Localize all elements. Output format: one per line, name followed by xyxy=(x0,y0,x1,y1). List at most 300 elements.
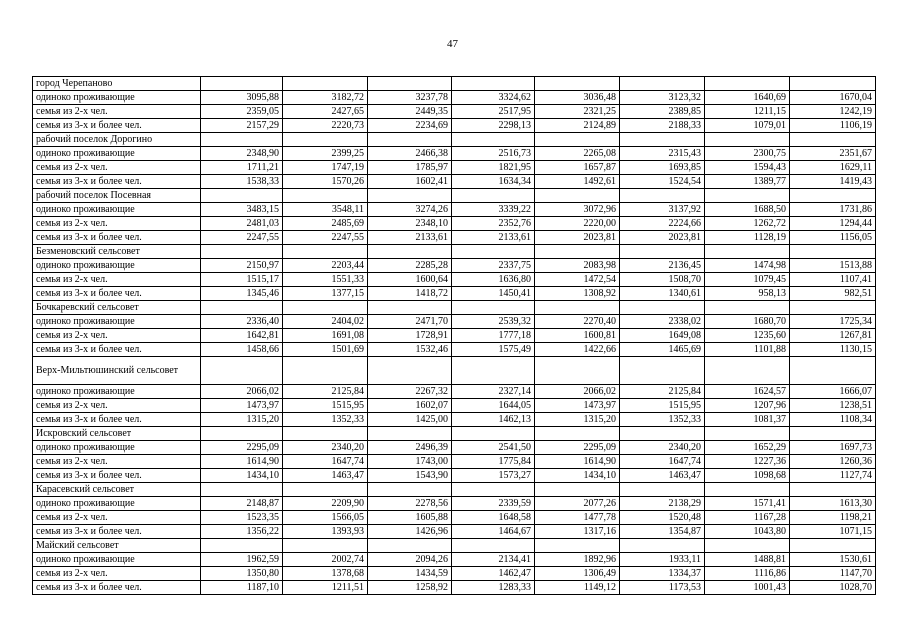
empty-cell xyxy=(620,77,705,91)
row-label: семья из 3-х и более чел. xyxy=(33,525,201,539)
tariff-table xyxy=(32,76,876,595)
value-cell: 1352,33 xyxy=(620,413,705,427)
row-label: семья из 3-х и более чел. xyxy=(33,231,201,245)
value-cell: 1389,77 xyxy=(705,175,790,189)
value-cell: 1711,21 xyxy=(201,161,283,175)
value-cell: 2265,08 xyxy=(535,147,620,161)
value-cell: 2203,44 xyxy=(283,259,368,273)
value-cell: 2427,65 xyxy=(283,105,368,119)
value-cell: 2188,33 xyxy=(620,119,705,133)
empty-cell xyxy=(283,77,368,91)
value-cell: 1691,08 xyxy=(283,329,368,343)
group-name: Верх-Мильтюшинский сельсовет xyxy=(33,357,201,385)
value-cell: 2481,03 xyxy=(201,217,283,231)
value-cell: 1147,70 xyxy=(790,567,876,581)
group-header-row xyxy=(33,427,876,441)
value-cell: 2359,05 xyxy=(201,105,283,119)
value-cell: 1640,69 xyxy=(705,91,790,105)
value-cell: 1513,88 xyxy=(790,259,876,273)
value-cell: 1647,74 xyxy=(620,455,705,469)
value-cell: 1116,86 xyxy=(705,567,790,581)
row-label: одиноко проживающие xyxy=(33,385,201,399)
value-cell: 1317,16 xyxy=(535,525,620,539)
value-cell: 1731,86 xyxy=(790,203,876,217)
table-row xyxy=(33,203,876,217)
value-cell: 2466,38 xyxy=(368,147,452,161)
empty-cell xyxy=(790,357,876,385)
value-cell: 2327,14 xyxy=(452,385,535,399)
value-cell: 3095,88 xyxy=(201,91,283,105)
table-row xyxy=(33,497,876,511)
value-cell: 2247,55 xyxy=(283,231,368,245)
group-name: рабочий поселок Дорогино xyxy=(33,133,201,147)
group-header-row xyxy=(33,189,876,203)
value-cell: 2270,40 xyxy=(535,315,620,329)
value-cell: 1315,20 xyxy=(535,413,620,427)
row-label: одиноко проживающие xyxy=(33,147,201,161)
row-label: семья из 2-х чел. xyxy=(33,399,201,413)
group-name: Карасевский сельсовет xyxy=(33,483,201,497)
table-row xyxy=(33,259,876,273)
value-cell: 1187,10 xyxy=(201,581,283,595)
table-row xyxy=(33,581,876,595)
value-cell: 1306,49 xyxy=(535,567,620,581)
value-cell: 1530,61 xyxy=(790,553,876,567)
value-cell: 2351,67 xyxy=(790,147,876,161)
value-cell: 1294,44 xyxy=(790,217,876,231)
value-cell: 3548,11 xyxy=(283,203,368,217)
group-header-row xyxy=(33,133,876,147)
empty-cell xyxy=(705,245,790,259)
value-cell: 1315,20 xyxy=(201,413,283,427)
row-label: семья из 2-х чел. xyxy=(33,567,201,581)
value-cell: 1477,78 xyxy=(535,511,620,525)
value-cell: 1473,97 xyxy=(535,399,620,413)
value-cell: 1425,00 xyxy=(368,413,452,427)
empty-cell xyxy=(368,77,452,91)
empty-cell xyxy=(620,245,705,259)
value-cell: 1345,46 xyxy=(201,287,283,301)
empty-cell xyxy=(452,245,535,259)
value-cell: 1128,19 xyxy=(705,231,790,245)
value-cell: 1422,66 xyxy=(535,343,620,357)
table-row xyxy=(33,399,876,413)
empty-cell xyxy=(201,427,283,441)
empty-cell xyxy=(620,357,705,385)
value-cell: 1566,05 xyxy=(283,511,368,525)
value-cell: 3339,22 xyxy=(452,203,535,217)
page-number: 47 xyxy=(447,38,458,50)
value-cell: 2023,81 xyxy=(535,231,620,245)
value-cell: 2315,43 xyxy=(620,147,705,161)
value-cell: 1071,15 xyxy=(790,525,876,539)
value-cell: 2539,32 xyxy=(452,315,535,329)
row-label: семья из 3-х и более чел. xyxy=(33,175,201,189)
value-cell: 1575,49 xyxy=(452,343,535,357)
row-label: семья из 2-х чел. xyxy=(33,161,201,175)
empty-cell xyxy=(452,357,535,385)
value-cell: 2300,75 xyxy=(705,147,790,161)
value-cell: 1962,59 xyxy=(201,553,283,567)
value-cell: 3137,92 xyxy=(620,203,705,217)
table-body xyxy=(33,77,876,595)
row-label: семья из 3-х и более чел. xyxy=(33,581,201,595)
value-cell: 1354,87 xyxy=(620,525,705,539)
empty-cell xyxy=(705,133,790,147)
row-label: одиноко проживающие xyxy=(33,497,201,511)
empty-cell xyxy=(790,189,876,203)
value-cell: 1693,85 xyxy=(620,161,705,175)
value-cell: 1028,70 xyxy=(790,581,876,595)
value-cell: 2404,02 xyxy=(283,315,368,329)
empty-cell xyxy=(368,483,452,497)
empty-cell xyxy=(201,245,283,259)
value-cell: 1636,80 xyxy=(452,273,535,287)
value-cell: 1130,15 xyxy=(790,343,876,357)
table-row xyxy=(33,119,876,133)
empty-cell xyxy=(535,357,620,385)
value-cell: 1473,97 xyxy=(201,399,283,413)
table-row xyxy=(33,413,876,427)
value-cell: 1262,72 xyxy=(705,217,790,231)
value-cell: 2002,74 xyxy=(283,553,368,567)
value-cell: 2278,56 xyxy=(368,497,452,511)
value-cell: 1167,28 xyxy=(705,511,790,525)
empty-cell xyxy=(368,133,452,147)
value-cell: 2023,81 xyxy=(620,231,705,245)
value-cell: 1777,18 xyxy=(452,329,535,343)
empty-cell xyxy=(283,483,368,497)
row-label: семья из 3-х и более чел. xyxy=(33,469,201,483)
value-cell: 2133,61 xyxy=(452,231,535,245)
empty-cell xyxy=(705,77,790,91)
value-cell: 2094,26 xyxy=(368,553,452,567)
value-cell: 1515,17 xyxy=(201,273,283,287)
empty-cell xyxy=(283,189,368,203)
value-cell: 2399,25 xyxy=(283,147,368,161)
value-cell: 3483,15 xyxy=(201,203,283,217)
table-row xyxy=(33,343,876,357)
value-cell: 1614,90 xyxy=(201,455,283,469)
group-name: Искровский сельсовет xyxy=(33,427,201,441)
value-cell: 2321,25 xyxy=(535,105,620,119)
value-cell: 2267,32 xyxy=(368,385,452,399)
value-cell: 1474,98 xyxy=(705,259,790,273)
value-cell: 1515,95 xyxy=(283,399,368,413)
value-cell: 1260,36 xyxy=(790,455,876,469)
empty-cell xyxy=(705,427,790,441)
empty-cell xyxy=(283,357,368,385)
empty-cell xyxy=(705,483,790,497)
empty-cell xyxy=(201,301,283,315)
value-cell: 1238,51 xyxy=(790,399,876,413)
value-cell: 1600,64 xyxy=(368,273,452,287)
empty-cell xyxy=(452,189,535,203)
value-cell: 1492,61 xyxy=(535,175,620,189)
value-cell: 1463,47 xyxy=(620,469,705,483)
empty-cell xyxy=(620,189,705,203)
value-cell: 1728,91 xyxy=(368,329,452,343)
value-cell: 1462,47 xyxy=(452,567,535,581)
value-cell: 1434,10 xyxy=(201,469,283,483)
value-cell: 3182,72 xyxy=(283,91,368,105)
empty-cell xyxy=(452,133,535,147)
group-name: рабочий поселок Посевная xyxy=(33,189,201,203)
value-cell: 2247,55 xyxy=(201,231,283,245)
value-cell: 1356,22 xyxy=(201,525,283,539)
value-cell: 2077,26 xyxy=(535,497,620,511)
empty-cell xyxy=(368,301,452,315)
value-cell: 2157,29 xyxy=(201,119,283,133)
value-cell: 1419,43 xyxy=(790,175,876,189)
value-cell: 1743,00 xyxy=(368,455,452,469)
row-label: семья из 2-х чел. xyxy=(33,105,201,119)
row-label: одиноко проживающие xyxy=(33,203,201,217)
group-name: Безменовский сельсовет xyxy=(33,245,201,259)
table-row xyxy=(33,231,876,245)
value-cell: 1079,01 xyxy=(705,119,790,133)
value-cell: 1352,33 xyxy=(283,413,368,427)
value-cell: 2541,50 xyxy=(452,441,535,455)
value-cell: 2125,84 xyxy=(620,385,705,399)
value-cell: 2298,13 xyxy=(452,119,535,133)
value-cell: 2133,61 xyxy=(368,231,452,245)
value-cell: 1211,51 xyxy=(283,581,368,595)
value-cell: 1688,50 xyxy=(705,203,790,217)
value-cell: 1652,29 xyxy=(705,441,790,455)
value-cell: 1464,67 xyxy=(452,525,535,539)
value-cell: 1393,93 xyxy=(283,525,368,539)
value-cell: 1600,81 xyxy=(535,329,620,343)
value-cell: 1570,26 xyxy=(283,175,368,189)
value-cell: 3123,32 xyxy=(620,91,705,105)
empty-cell xyxy=(535,301,620,315)
table-row xyxy=(33,329,876,343)
value-cell: 1426,96 xyxy=(368,525,452,539)
table-row xyxy=(33,105,876,119)
table-row xyxy=(33,385,876,399)
row-label: семья из 3-х и более чел. xyxy=(33,413,201,427)
group-name: Майский сельсовет xyxy=(33,539,201,553)
value-cell: 1198,21 xyxy=(790,511,876,525)
empty-cell xyxy=(201,189,283,203)
empty-cell xyxy=(705,539,790,553)
value-cell: 2066,02 xyxy=(535,385,620,399)
value-cell: 1079,45 xyxy=(705,273,790,287)
value-cell: 1340,61 xyxy=(620,287,705,301)
table-row xyxy=(33,175,876,189)
value-cell: 1308,92 xyxy=(535,287,620,301)
value-cell: 2138,29 xyxy=(620,497,705,511)
empty-cell xyxy=(368,357,452,385)
empty-cell xyxy=(790,133,876,147)
value-cell: 2125,84 xyxy=(283,385,368,399)
value-cell: 1747,19 xyxy=(283,161,368,175)
row-label: одиноко проживающие xyxy=(33,315,201,329)
value-cell: 2348,10 xyxy=(368,217,452,231)
value-cell: 3036,48 xyxy=(535,91,620,105)
value-cell: 1258,92 xyxy=(368,581,452,595)
value-cell: 1642,81 xyxy=(201,329,283,343)
row-label: одиноко проживающие xyxy=(33,553,201,567)
table-row xyxy=(33,287,876,301)
empty-cell xyxy=(790,245,876,259)
value-cell: 1334,37 xyxy=(620,567,705,581)
value-cell: 1378,68 xyxy=(283,567,368,581)
value-cell: 2209,90 xyxy=(283,497,368,511)
value-cell: 1657,87 xyxy=(535,161,620,175)
empty-cell xyxy=(790,427,876,441)
table-row xyxy=(33,161,876,175)
empty-cell xyxy=(283,133,368,147)
empty-cell xyxy=(705,301,790,315)
empty-cell xyxy=(790,77,876,91)
value-cell: 2150,97 xyxy=(201,259,283,273)
value-cell: 1523,35 xyxy=(201,511,283,525)
value-cell: 958,13 xyxy=(705,287,790,301)
empty-cell xyxy=(535,427,620,441)
value-cell: 2066,02 xyxy=(201,385,283,399)
value-cell: 1043,80 xyxy=(705,525,790,539)
value-cell: 1725,34 xyxy=(790,315,876,329)
value-cell: 1551,33 xyxy=(283,273,368,287)
value-cell: 2336,40 xyxy=(201,315,283,329)
value-cell: 2337,75 xyxy=(452,259,535,273)
table-row xyxy=(33,553,876,567)
value-cell: 1571,41 xyxy=(705,497,790,511)
value-cell: 1450,41 xyxy=(452,287,535,301)
empty-cell xyxy=(368,189,452,203)
empty-cell xyxy=(452,77,535,91)
empty-cell xyxy=(368,245,452,259)
empty-cell xyxy=(620,133,705,147)
value-cell: 2339,59 xyxy=(452,497,535,511)
value-cell: 1267,81 xyxy=(790,329,876,343)
group-header-row xyxy=(33,77,876,91)
empty-cell xyxy=(452,483,535,497)
value-cell: 1624,57 xyxy=(705,385,790,399)
value-cell: 1508,70 xyxy=(620,273,705,287)
row-label: семья из 3-х и более чел. xyxy=(33,119,201,133)
empty-cell xyxy=(790,539,876,553)
table-row xyxy=(33,315,876,329)
value-cell: 3274,26 xyxy=(368,203,452,217)
empty-cell xyxy=(201,483,283,497)
value-cell: 2295,09 xyxy=(535,441,620,455)
value-cell: 1892,96 xyxy=(535,553,620,567)
group-header-row xyxy=(33,245,876,259)
table-row xyxy=(33,525,876,539)
value-cell: 2340,20 xyxy=(620,441,705,455)
empty-cell xyxy=(201,539,283,553)
value-cell: 1666,07 xyxy=(790,385,876,399)
value-cell: 1472,54 xyxy=(535,273,620,287)
value-cell: 3324,62 xyxy=(452,91,535,105)
group-header-row xyxy=(33,357,876,385)
empty-cell xyxy=(620,483,705,497)
value-cell: 2224,66 xyxy=(620,217,705,231)
value-cell: 1775,84 xyxy=(452,455,535,469)
value-cell: 1543,90 xyxy=(368,469,452,483)
value-cell: 1488,81 xyxy=(705,553,790,567)
value-cell: 2338,02 xyxy=(620,315,705,329)
value-cell: 2471,70 xyxy=(368,315,452,329)
value-cell: 3072,96 xyxy=(535,203,620,217)
value-cell: 1614,90 xyxy=(535,455,620,469)
value-cell: 2083,98 xyxy=(535,259,620,273)
value-cell: 1207,96 xyxy=(705,399,790,413)
value-cell: 2220,73 xyxy=(283,119,368,133)
empty-cell xyxy=(283,539,368,553)
value-cell: 1613,30 xyxy=(790,497,876,511)
value-cell: 2234,69 xyxy=(368,119,452,133)
value-cell: 1629,11 xyxy=(790,161,876,175)
value-cell: 1594,43 xyxy=(705,161,790,175)
value-cell: 1127,74 xyxy=(790,469,876,483)
value-cell: 2220,00 xyxy=(535,217,620,231)
value-cell: 1350,80 xyxy=(201,567,283,581)
value-cell: 1573,27 xyxy=(452,469,535,483)
value-cell: 2148,87 xyxy=(201,497,283,511)
table-row xyxy=(33,273,876,287)
value-cell: 1538,33 xyxy=(201,175,283,189)
table-row xyxy=(33,455,876,469)
value-cell: 1001,43 xyxy=(705,581,790,595)
empty-cell xyxy=(368,427,452,441)
value-cell: 1933,11 xyxy=(620,553,705,567)
row-label: семья из 3-х и более чел. xyxy=(33,343,201,357)
value-cell: 1670,04 xyxy=(790,91,876,105)
empty-cell xyxy=(368,539,452,553)
table-row xyxy=(33,147,876,161)
value-cell: 1532,46 xyxy=(368,343,452,357)
value-cell: 1605,88 xyxy=(368,511,452,525)
group-header-row xyxy=(33,301,876,315)
value-cell: 2389,85 xyxy=(620,105,705,119)
row-label: одиноко проживающие xyxy=(33,441,201,455)
value-cell: 1458,66 xyxy=(201,343,283,357)
value-cell: 2517,95 xyxy=(452,105,535,119)
group-header-row xyxy=(33,483,876,497)
empty-cell xyxy=(283,301,368,315)
empty-cell xyxy=(201,77,283,91)
table-row xyxy=(33,217,876,231)
group-header-row xyxy=(33,539,876,553)
value-cell: 2136,45 xyxy=(620,259,705,273)
empty-cell xyxy=(790,483,876,497)
value-cell: 1173,53 xyxy=(620,581,705,595)
value-cell: 1602,07 xyxy=(368,399,452,413)
empty-cell xyxy=(201,357,283,385)
value-cell: 2352,76 xyxy=(452,217,535,231)
value-cell: 1680,70 xyxy=(705,315,790,329)
value-cell: 1648,58 xyxy=(452,511,535,525)
value-cell: 1211,15 xyxy=(705,105,790,119)
value-cell: 1106,19 xyxy=(790,119,876,133)
empty-cell xyxy=(535,77,620,91)
value-cell: 2348,90 xyxy=(201,147,283,161)
table-row xyxy=(33,91,876,105)
value-cell: 1821,95 xyxy=(452,161,535,175)
empty-cell xyxy=(705,357,790,385)
value-cell: 1156,05 xyxy=(790,231,876,245)
empty-cell xyxy=(620,539,705,553)
value-cell: 2285,28 xyxy=(368,259,452,273)
value-cell: 982,51 xyxy=(790,287,876,301)
value-cell: 1434,59 xyxy=(368,567,452,581)
row-label: одиноко проживающие xyxy=(33,91,201,105)
value-cell: 1634,34 xyxy=(452,175,535,189)
